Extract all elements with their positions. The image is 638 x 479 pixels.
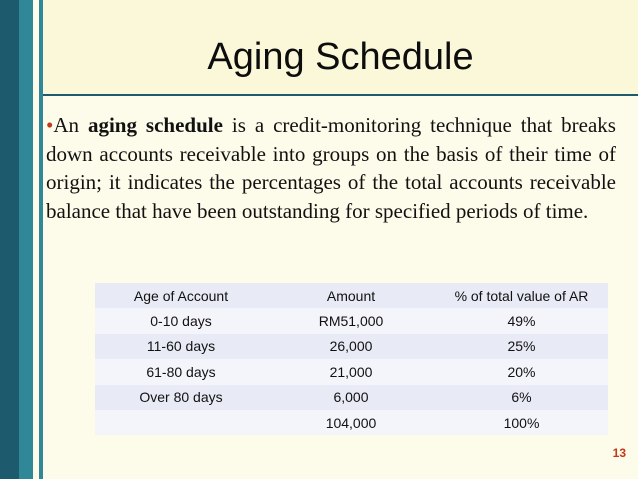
table-cell: 49% [507, 313, 536, 330]
table-cell: 6% [511, 389, 532, 406]
aging-table [95, 283, 608, 435]
table-row [95, 385, 608, 410]
slide-title: Aging Schedule [207, 36, 474, 78]
table-cell: 20% [507, 363, 536, 380]
bullet-marker: • [46, 113, 54, 137]
body-text-pre: An [53, 113, 88, 137]
table-total-row [95, 410, 608, 435]
header-age: Age of Account [133, 287, 229, 304]
table-cell: RM51,000 [318, 313, 384, 330]
body-text-bold: aging schedule [87, 113, 223, 137]
table-cell: 61-80 days [146, 363, 216, 380]
table-cell: Over 80 days [139, 389, 223, 406]
header-percent: % of total value of AR [454, 287, 589, 304]
table-header-row [95, 283, 608, 308]
page-number: 13 [612, 446, 626, 460]
table-cell: 6,000 [333, 389, 369, 406]
sidebar-stripe-teal [19, 0, 33, 479]
header-amount: Amount [326, 287, 376, 304]
body-text-post: is a credit-monitoring technique that breaks down accounts receivable into groups on the basis of their time of origin; it indicates the percentages of the total accounts receivable balance that have been outstanding for specified periods of time. [46, 113, 616, 223]
table-row [95, 359, 608, 384]
table-cell: 104,000 [325, 414, 377, 431]
table-cell: 25% [507, 338, 536, 355]
table-row [95, 308, 608, 333]
table-cell: 100% [503, 414, 540, 431]
table-cell [95, 410, 267, 435]
table-cell: 26,000 [329, 338, 373, 355]
title-divider [43, 94, 638, 96]
body-paragraph [46, 111, 616, 225]
table-cell: 21,000 [329, 363, 373, 380]
table-row [95, 334, 608, 359]
table-cell: 11-60 days [146, 338, 216, 355]
table-cell: 0-10 days [150, 313, 212, 330]
sidebar-stripe-dark [0, 0, 19, 479]
